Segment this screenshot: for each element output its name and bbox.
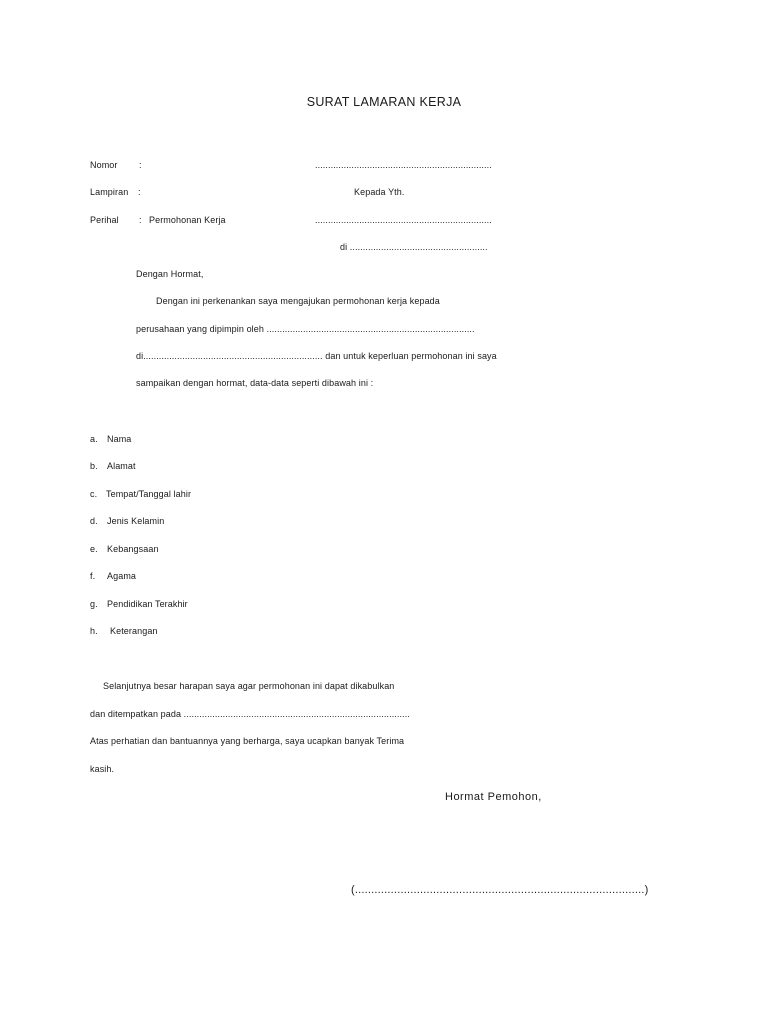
field-agama: Agama	[107, 571, 137, 581]
closing-line-2: dan ditempatkan pada .......................................................................................	[90, 709, 410, 719]
body-line-1: Dengan ini perkenankan saya mengajukan permohonan kerja kepada	[156, 296, 440, 306]
field-letter-c: c.	[90, 489, 98, 499]
field-letter-d: d.	[90, 516, 98, 526]
closing-line-1: Selanjutnya besar harapan saya agar permohonan ini dapat dikabulkan	[103, 681, 395, 691]
field-tempat-tanggal-lahir: Tempat/Tanggal lahir	[106, 489, 192, 499]
field-kebangsaan: Kebangsaan	[107, 544, 159, 554]
closing-line-3: Atas perhatian dan bantuannya yang berharga, saya ucapkan banyak Terima	[90, 736, 405, 746]
recipient-dots: ....................................................................	[315, 215, 492, 225]
perihal-colon: :	[139, 215, 142, 225]
kepada-yth: Kepada Yth.	[354, 187, 405, 197]
nomor-colon: :	[139, 160, 142, 170]
closing-line-4: kasih.	[90, 764, 115, 774]
field-letter-b: b.	[90, 461, 98, 471]
nomor-label: Nomor	[90, 160, 118, 170]
field-letter-h: h.	[90, 626, 98, 636]
letter-title: SURAT LAMARAN KERJA	[306, 95, 462, 109]
field-letter-e: e.	[90, 544, 98, 554]
lampiran-colon: :	[138, 187, 141, 197]
body-line-4: sampaikan dengan hormat, data-data seperti dibawah ini :	[136, 378, 374, 388]
body-line-3: di..................................................................... dan untuk keperluan permohonan ini saya	[136, 351, 497, 361]
perihal-label: Perihal	[90, 215, 119, 225]
field-keterangan: Keterangan	[110, 626, 158, 636]
signature-name-line: (.........................................................................................)	[351, 884, 649, 896]
signature-salutation: Hormat Pemohon,	[445, 791, 542, 803]
greeting: Dengan Hormat,	[136, 269, 204, 279]
recipient-location: di .....................................................	[340, 242, 488, 252]
field-nama: Nama	[107, 434, 132, 444]
perihal-value: Permohonan Kerja	[149, 215, 226, 225]
nomor-date-dots: ....................................................................	[315, 160, 492, 170]
body-line-2: perusahaan yang dipimpin oleh ................................................................................	[136, 324, 475, 334]
field-letter-f: f.	[90, 571, 96, 581]
field-letter-a: a.	[90, 434, 98, 444]
field-letter-g: g.	[90, 599, 98, 609]
field-pendidikan-terakhir: Pendidikan Terakhir	[107, 599, 188, 609]
field-jenis-kelamin: Jenis Kelamin	[107, 516, 165, 526]
lampiran-label: Lampiran	[90, 187, 129, 197]
field-alamat: Alamat	[107, 461, 136, 471]
